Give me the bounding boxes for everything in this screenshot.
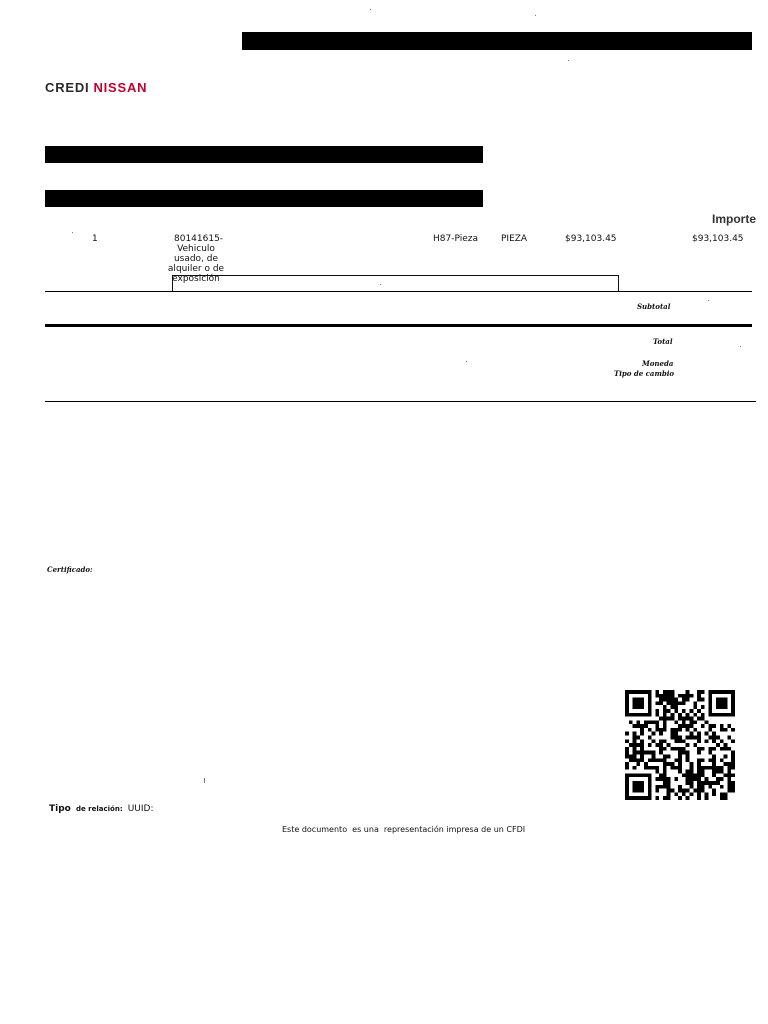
scan-speck [740,346,741,347]
scan-speck [72,232,73,233]
scan-speck [380,284,381,285]
uuid-label: UUID: [127,804,154,814]
redaction-bar-mid [45,146,483,163]
brand-name: NISSAN [93,80,148,95]
scan-speck [370,9,371,10]
redaction-bar-lower [45,190,483,207]
cell-clave-unidad: H87-Pieza [433,234,478,244]
tipo-label: Tipo [49,804,71,814]
subtotal-label: Subtotal [637,302,671,311]
divider-line-bottom [45,401,756,402]
qr-code [622,690,738,800]
scan-speck [708,300,709,301]
total-label: Total [653,337,673,346]
scan-speck [568,60,569,61]
scan-speck [535,15,536,16]
credi-nissan-logo [45,80,147,95]
cell-clave: 80141615- [174,234,224,244]
cell-valor-unitario: $93,103.45 [565,234,617,244]
column-header-importe: Importe [712,212,757,226]
divider-line [45,291,752,292]
tipo-cambio-label: Tipo de cambio [614,369,675,378]
cell-cantidad: 1 [92,234,98,244]
moneda-label: Moneda [642,359,674,368]
scan-speck [466,361,467,362]
cell-importe: $93,103.45 [692,234,744,244]
empty-bordered-field [172,275,619,292]
divider-double-line [45,324,752,327]
certificado-label: Certificado: [47,565,93,574]
relacion-label: de relación: [75,805,123,813]
redaction-bar-top [242,32,752,50]
footer-note: Este documento es una representación impresa de un CFDI [282,825,526,834]
brand-prefix: CREDI [45,80,90,95]
relacion-line [49,796,154,815]
cell-descripcion: Vehiculo usado, de alquiler o de exposición [167,244,225,284]
scan-speck [204,778,205,783]
cell-unidad: PIEZA [501,234,528,244]
